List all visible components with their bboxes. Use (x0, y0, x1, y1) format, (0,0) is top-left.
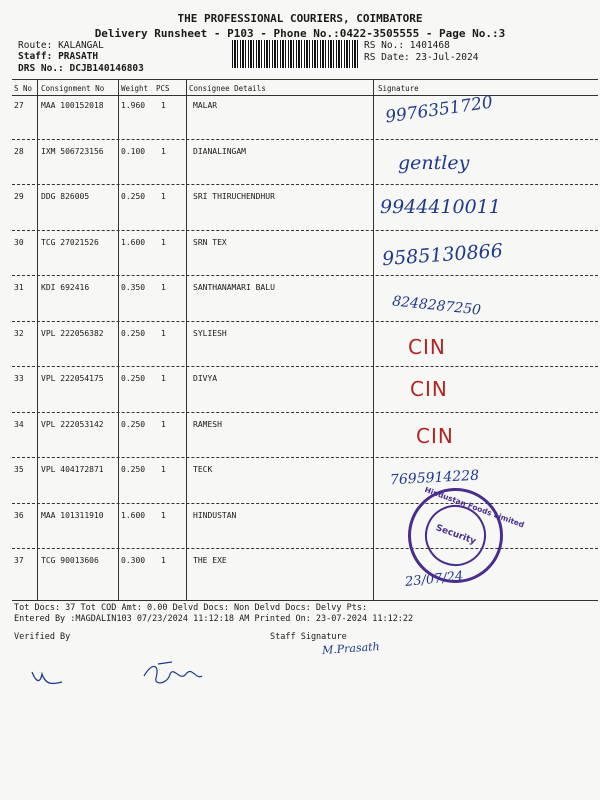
cell-consignment: VPL 222054175 (41, 374, 104, 383)
cell-consignment: IXM 506723156 (41, 146, 104, 156)
cell-sno: 29 (14, 192, 24, 201)
row-separator (12, 548, 598, 549)
staff-label: Staff: (18, 51, 53, 62)
staff-signature-label: Staff Signature (270, 632, 347, 642)
handwritten-signature: 9944410011 (380, 196, 501, 218)
cell-pcs: 1 (161, 101, 166, 110)
route-field (18, 40, 104, 51)
verified-by-label: Verified By (14, 632, 71, 642)
cell-consignee: SYLIESH (193, 328, 227, 338)
route-value: KALANGAL (58, 40, 104, 51)
col-header-consignee: Consignee Details (189, 84, 266, 93)
cell-consignment: MAA 100152018 (41, 101, 104, 110)
cell-weight: 0.250 (121, 465, 146, 474)
cell-consignment: KDI 692416 (41, 283, 90, 292)
table-header-rule (12, 95, 598, 96)
cell-pcs: 1 (161, 374, 166, 383)
cell-consignee: SANTHANAMARI BALU (193, 283, 275, 292)
cell-consignment: VPL 222053142 (41, 419, 104, 429)
cell-weight: 1.960 (121, 101, 146, 110)
table-bottom-rule (12, 600, 598, 601)
totals-line: Tot Docs: 37 Tot COD Amt: 0.00 Delvd Docs: Non Delvd Docs: Delvy Pts: (14, 603, 368, 613)
row-separator (12, 230, 598, 231)
cell-sno: 34 (14, 419, 24, 429)
cell-weight: 0.250 (121, 374, 146, 383)
cell-sno: 31 (14, 283, 24, 292)
column-divider (37, 79, 38, 600)
staff-signature: M.Prasath (321, 640, 381, 657)
table-top-rule (12, 79, 598, 80)
cell-sno: 37 (14, 556, 24, 565)
handwritten-signature: gentley (398, 152, 470, 174)
cell-pcs: 1 (161, 419, 166, 429)
handwritten-signature: 7695914228 (389, 467, 480, 489)
cell-sno: 27 (14, 101, 24, 110)
column-divider (186, 79, 187, 600)
rs-date-field (364, 52, 478, 63)
drs-field (18, 63, 144, 74)
company-title: THE PROFESSIONAL COURIERS, COIMBATORE (177, 12, 423, 25)
cell-consignee: RAMESH (193, 419, 222, 429)
drs-label: DRS No.: (18, 63, 64, 74)
cell-weight: 0.250 (121, 419, 146, 429)
cell-consignee: DIANALINGAM (193, 146, 246, 156)
cell-weight: 0.250 (121, 192, 146, 201)
handwritten-signature: 8248287250 (391, 293, 482, 319)
entered-by-line: Entered By :MAGDALIN103 07/23/2024 11:12:18 AM Printed On: 23-07-2024 11:12:22 (14, 614, 414, 624)
rs-date-value: 23-Jul-2024 (415, 52, 479, 63)
row-separator (12, 321, 598, 322)
rs-no-field (364, 40, 450, 51)
cell-consignee: THE EXE (193, 556, 227, 565)
staff-field (18, 51, 98, 62)
cell-consignee: SRN TEX (193, 237, 227, 247)
col-header-sno: S No (14, 84, 33, 93)
cell-pcs: 1 (161, 328, 166, 338)
cell-consignee: DIVYA (193, 374, 218, 383)
cell-weight: 0.100 (121, 146, 146, 156)
cell-weight: 0.300 (121, 556, 146, 565)
verifier-signature (138, 656, 208, 692)
handwritten-signature: 9585130866 (381, 239, 504, 271)
handwritten-signature: 9976351720 (384, 92, 495, 128)
rs-date-label: RS Date: (364, 52, 410, 63)
row-separator (12, 457, 598, 458)
verifier-initials (28, 660, 68, 690)
cell-consignee: MALAR (193, 101, 218, 110)
cin-mark: CIN (416, 424, 454, 448)
row-separator (12, 184, 598, 185)
cell-sno: 30 (14, 237, 24, 247)
row-separator (12, 366, 598, 367)
rs-no-label: RS No.: (364, 40, 405, 51)
cell-consignee: HINDUSTAN (193, 510, 237, 520)
cell-consignment: TCG 27021526 (41, 237, 99, 247)
cell-pcs: 1 (161, 237, 166, 247)
cell-consignee: SRI THIRUCHENDHUR (193, 192, 275, 201)
cell-sno: 33 (14, 374, 24, 383)
runsheet-subtitle: Delivery Runsheet - P103 - Phone No.:0422-3505555 - Page No.:3 (94, 27, 506, 40)
col-header-weight: Weight (121, 84, 149, 93)
cell-consignment: MAA 101311910 (41, 510, 104, 520)
cell-pcs: 1 (161, 510, 166, 520)
cell-pcs: 1 (161, 283, 166, 292)
stamp-ring-text: Hindustan Foods Limited (423, 485, 526, 530)
route-label: Route: (18, 40, 53, 51)
column-divider (373, 79, 374, 600)
cell-sno: 32 (14, 328, 24, 338)
drs-value: DCJB140146803 (69, 63, 144, 74)
column-divider (118, 79, 119, 600)
cell-pcs: 1 (161, 146, 166, 156)
cell-weight: 0.350 (121, 283, 146, 292)
cin-mark: CIN (408, 335, 446, 359)
cell-pcs: 1 (161, 465, 166, 474)
cell-weight: 1.600 (121, 237, 146, 247)
row-separator (12, 139, 598, 140)
cell-weight: 0.250 (121, 328, 146, 338)
row-separator (12, 275, 598, 276)
row-separator (12, 503, 598, 504)
cell-consignee: TECK (193, 465, 213, 474)
col-header-pcs: PCS (156, 84, 170, 93)
rs-no-value: 1401468 (409, 40, 450, 51)
cell-pcs: 1 (161, 556, 166, 565)
cell-consignment: VPL 404172871 (41, 465, 104, 474)
barcode (232, 40, 360, 68)
cell-consignment: DDG 826005 (41, 192, 90, 201)
cin-mark: CIN (410, 377, 448, 401)
cell-sno: 35 (14, 465, 24, 474)
row-separator (12, 412, 598, 413)
cell-pcs: 1 (161, 192, 166, 201)
cell-weight: 1.600 (121, 510, 146, 520)
handwritten-signature: 23/07/24 (404, 568, 465, 591)
staff-value: PRASATH (58, 51, 99, 62)
col-header-consignment: Consignment No (41, 84, 105, 93)
col-header-signature: Signature (378, 84, 419, 93)
cell-consignment: TCG 90013606 (41, 556, 99, 565)
cell-sno: 28 (14, 146, 24, 156)
cell-consignment: VPL 222056382 (41, 328, 104, 338)
stamp-center-text: Security (434, 523, 478, 547)
cell-sno: 36 (14, 510, 24, 520)
